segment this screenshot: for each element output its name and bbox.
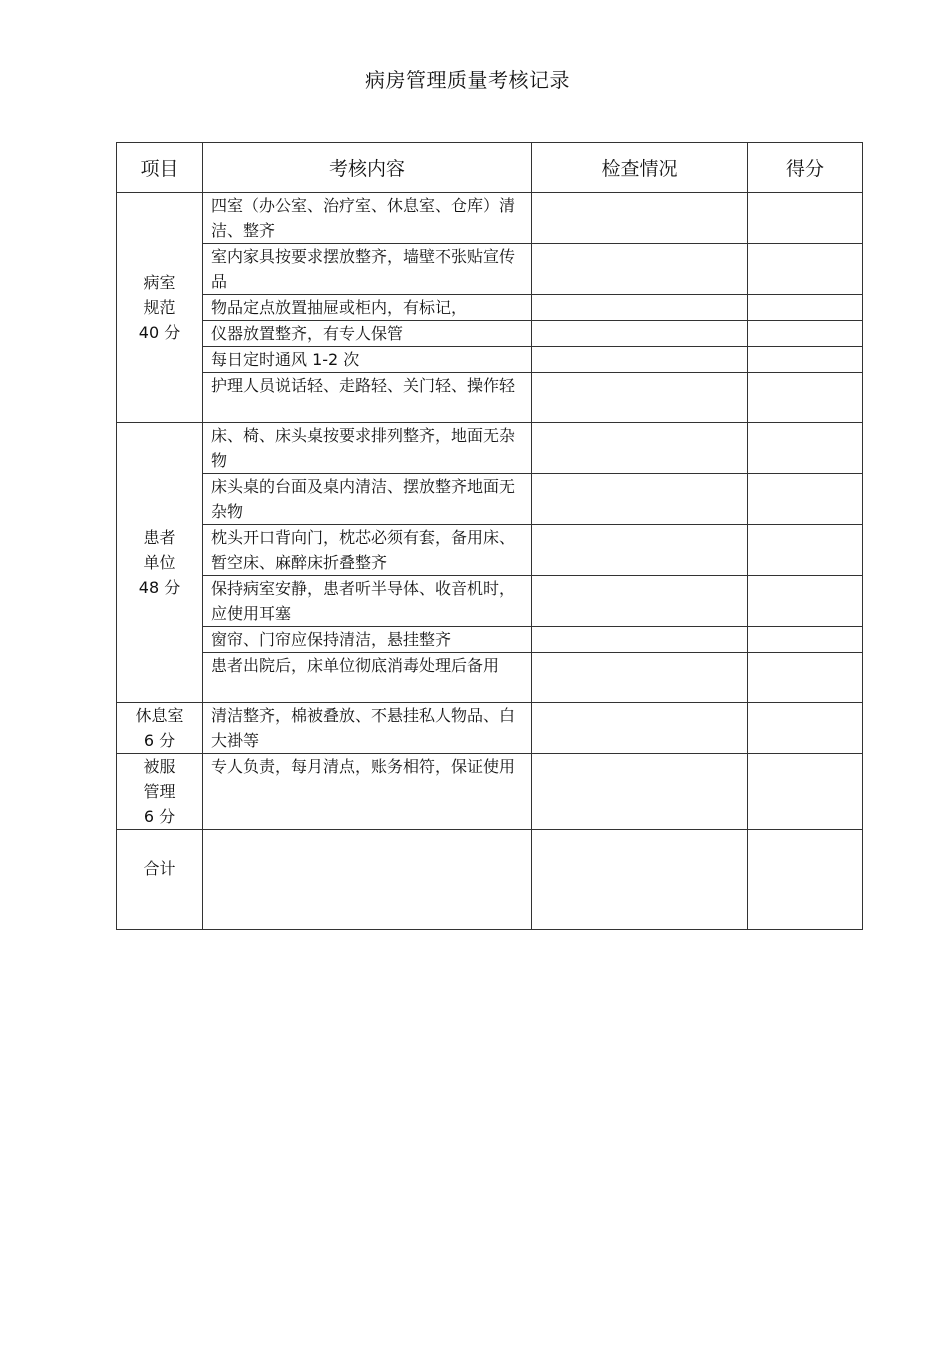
criteria-cell: 窗帘、门帘应保持清洁，悬挂整齐: [203, 627, 532, 653]
category-label-line: 48 分: [138, 578, 181, 597]
score-cell[interactable]: [748, 474, 863, 525]
category-cell-lounge: [117, 703, 203, 754]
table-row: [117, 347, 863, 373]
score-cell[interactable]: [748, 754, 863, 830]
table-row: [117, 474, 863, 525]
table-row: [117, 244, 863, 295]
category-label-line: 管理: [143, 782, 176, 801]
inspection-cell[interactable]: [532, 347, 748, 373]
category-label-line: 患者: [143, 528, 176, 547]
score-cell[interactable]: [748, 525, 863, 576]
score-cell[interactable]: [748, 830, 863, 930]
header-content: 考核内容: [203, 143, 532, 193]
criteria-cell: 室内家具按要求摆放整齐，墙壁不张贴宣传品: [203, 244, 532, 295]
table-row: [117, 423, 863, 474]
criteria-cell-empty: [203, 830, 532, 930]
inspection-cell[interactable]: [532, 373, 748, 423]
table-row: [117, 754, 863, 830]
category-cell-patient-unit: [117, 423, 203, 703]
inspection-cell[interactable]: [532, 474, 748, 525]
score-cell[interactable]: [748, 576, 863, 627]
table-row: [117, 373, 863, 423]
table-row: [117, 653, 863, 703]
inspection-cell[interactable]: [532, 525, 748, 576]
inspection-cell[interactable]: [532, 754, 748, 830]
inspection-cell[interactable]: [532, 295, 748, 321]
score-cell[interactable]: [748, 653, 863, 703]
inspection-cell[interactable]: [532, 627, 748, 653]
score-cell[interactable]: [748, 193, 863, 244]
table-row: [117, 627, 863, 653]
score-cell[interactable]: [748, 373, 863, 423]
category-label-line: 病室: [143, 273, 176, 292]
table-row: [117, 525, 863, 576]
category-cell-ward: [117, 193, 203, 423]
table-row-total: [117, 830, 863, 930]
criteria-cell: 物品定点放置抽屉或柜内，有标记，: [203, 295, 532, 321]
score-cell[interactable]: [748, 423, 863, 474]
table-row: [117, 321, 863, 347]
category-cell-linen: [117, 754, 203, 830]
header-inspection: 检查情况: [532, 143, 748, 193]
score-cell[interactable]: [748, 295, 863, 321]
inspection-cell[interactable]: [532, 244, 748, 295]
inspection-cell[interactable]: [532, 830, 748, 930]
table-row: [117, 193, 863, 244]
inspection-cell[interactable]: [532, 703, 748, 754]
score-cell[interactable]: [748, 347, 863, 373]
category-label-line: 规范: [143, 298, 176, 317]
score-cell[interactable]: [748, 321, 863, 347]
criteria-cell: 床头桌的台面及桌内清洁、摆放整齐地面无杂物: [203, 474, 532, 525]
criteria-cell: 仪器放置整齐，有专人保管: [203, 321, 532, 347]
inspection-cell[interactable]: [532, 576, 748, 627]
assessment-table: [116, 142, 863, 930]
criteria-cell: 每日定时通风 1-2 次: [203, 347, 532, 373]
header-score: 得分: [748, 143, 863, 193]
criteria-cell: 护理人员说话轻、走路轻、关门轻、操作轻: [203, 373, 532, 423]
category-label-line: 6 分: [143, 731, 176, 750]
criteria-cell: 患者出院后，床单位彻底消毒处理后备用: [203, 653, 532, 703]
category-label-line: 休息室: [135, 706, 184, 725]
header-row: [117, 143, 863, 193]
table-row: [117, 703, 863, 754]
criteria-cell: 床、椅、床头桌按要求排列整齐，地面无杂物: [203, 423, 532, 474]
category-label-line: 单位: [143, 553, 176, 572]
criteria-cell: 四室（办公室、治疗室、休息室、仓库）清洁、整齐: [203, 193, 532, 244]
score-cell[interactable]: [748, 703, 863, 754]
inspection-cell[interactable]: [532, 321, 748, 347]
score-cell[interactable]: [748, 627, 863, 653]
inspection-cell[interactable]: [532, 193, 748, 244]
total-label: 合计: [117, 830, 203, 930]
inspection-cell[interactable]: [532, 423, 748, 474]
category-label-line: 40 分: [138, 323, 181, 342]
category-label-line: 6 分: [143, 807, 176, 826]
table-row: [117, 295, 863, 321]
page-title: 病房管理质量考核记录: [365, 68, 570, 92]
score-cell[interactable]: [748, 244, 863, 295]
header-project: 项目: [117, 143, 203, 193]
table-row: [117, 576, 863, 627]
inspection-cell[interactable]: [532, 653, 748, 703]
category-label-line: 被服: [143, 757, 176, 776]
criteria-cell: 专人负责，每月清点，账务相符，保证使用: [203, 754, 532, 830]
criteria-cell: 枕头开口背向门，枕芯必须有套，备用床、暂空床、麻醉床折叠整齐: [203, 525, 532, 576]
criteria-cell: 清洁整齐，棉被叠放、不悬挂私人物品、白大褂等: [203, 703, 532, 754]
criteria-cell: 保持病室安静，患者听半导体、收音机时，应使用耳塞: [203, 576, 532, 627]
